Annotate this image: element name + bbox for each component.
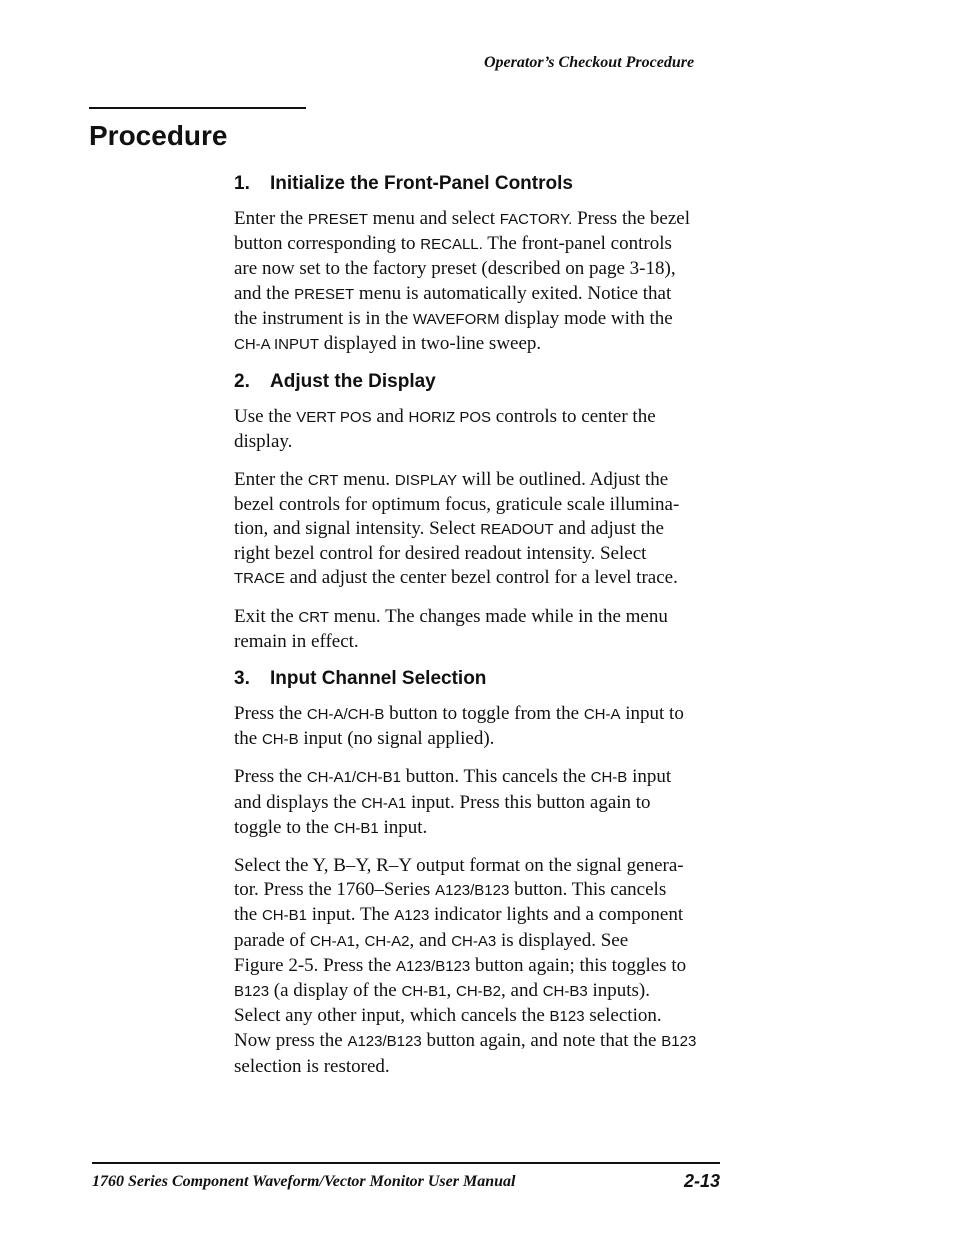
text-run: Exit the: [234, 605, 299, 627]
text-run: Press the: [234, 703, 307, 725]
control-label: CH-A/CH-B: [306, 706, 385, 724]
text-run: button. This cancels the: [401, 766, 591, 788]
text-run: the instrument is in the: [234, 307, 413, 329]
text-run: button corresponding to: [234, 233, 421, 255]
text-run: bezel controls for optimum focus, graticule scale illumina-: [234, 493, 680, 515]
step-title: Initialize the Front-Panel Controls: [270, 173, 573, 194]
text-run: selection is restored.: [234, 1055, 390, 1077]
control-label: CH-A2: [364, 932, 410, 950]
text-run: Enter the: [234, 208, 308, 229]
footer-manual-title: 1760 Series Component Waveform/Vector Monitor User Manual: [92, 1173, 516, 1190]
text-run: toggle to the: [234, 816, 334, 838]
control-label: CH-B1: [333, 819, 379, 837]
control-label: HORIZ POS: [408, 409, 492, 427]
text-run: Press the: [234, 766, 307, 788]
text-run: display.: [234, 431, 293, 453]
control-label: CH-A3: [451, 932, 497, 950]
text-run: selection.: [584, 1005, 662, 1027]
text-run: input (no signal applied).: [298, 728, 495, 750]
control-label: CH-B: [590, 769, 628, 787]
control-label: RECALL.: [420, 236, 483, 254]
step-paragraph: [234, 207, 744, 357]
text-run: menu. The changes made while in the menu: [328, 605, 668, 627]
control-label: CRT: [298, 608, 329, 626]
procedure-step: [234, 370, 744, 654]
procedure-step: [234, 172, 744, 357]
text-run: tor. Press the 1760–Series: [234, 879, 436, 901]
text-run: controls to center the: [491, 406, 656, 428]
text-run: display mode with the: [499, 307, 673, 329]
step-paragraph: [234, 765, 744, 841]
control-label: A123/B123: [396, 957, 471, 975]
step-number: 2.: [234, 371, 250, 393]
control-label: A123: [394, 907, 430, 925]
text-run: Select the Y, B–Y, R–Y output format on the signal genera-: [234, 855, 684, 877]
text-run: Now press the: [234, 1030, 348, 1052]
text-run: menu and select: [367, 208, 500, 229]
text-run: and the: [234, 282, 295, 304]
text-run: button to toggle from the: [384, 703, 584, 725]
text-run: and adjust the: [553, 518, 664, 540]
control-label: CRT: [307, 471, 339, 489]
control-label: CH-A INPUT: [234, 336, 320, 354]
text-run: input: [627, 766, 672, 788]
text-run: button. This cancels: [509, 879, 667, 901]
control-label: CH-B1: [261, 907, 307, 925]
text-run: button again, and note that the: [421, 1030, 662, 1052]
text-run: and: [371, 406, 409, 428]
page-title: Procedure: [89, 120, 228, 151]
text-run: and displays the: [234, 791, 362, 813]
step-heading: [234, 172, 744, 196]
control-label: CH-B1: [401, 983, 447, 1001]
text-run: , and: [409, 929, 452, 951]
running-header: Operator’s Checkout Procedure: [484, 54, 695, 71]
step-title: Adjust the Display: [270, 371, 436, 393]
procedure-step: [234, 667, 744, 1079]
control-label: CH-A1/CH-B1: [306, 769, 402, 787]
step-paragraph: [234, 605, 744, 654]
footer-page-number: 2-13: [683, 1171, 720, 1191]
text-run: are now set to the factory preset (described on page 3-18),: [234, 258, 676, 280]
text-run: , and: [501, 980, 543, 1002]
control-label: B123: [661, 1033, 697, 1051]
control-label: PRESET: [307, 211, 368, 228]
text-run: Use the: [234, 406, 297, 428]
control-label: CH-A: [583, 706, 621, 724]
text-run: input. The: [306, 904, 395, 926]
control-label: CH-A1: [361, 794, 407, 812]
step-number: 3.: [234, 668, 250, 690]
step-paragraph: [234, 405, 744, 454]
text-run: the: [234, 904, 262, 926]
procedure-body: [234, 172, 744, 1092]
step-number: 1.: [234, 173, 250, 194]
control-label: B123: [549, 1008, 585, 1026]
control-label: PRESET: [294, 285, 355, 303]
control-label: READOUT: [480, 521, 554, 539]
text-run: Figure 2-5. Press the: [234, 954, 397, 976]
text-run: menu.: [338, 468, 395, 490]
text-run: input.: [378, 816, 428, 838]
text-run: menu is automatically exited. Notice that: [354, 282, 672, 304]
text-run: will be outlined. Adjust the: [457, 468, 669, 490]
control-label: DISPLAY: [394, 471, 458, 489]
text-run: Enter the: [234, 468, 308, 490]
text-run: The front-panel controls: [482, 233, 672, 255]
step-heading: [234, 667, 744, 691]
control-label: WAVEFORM: [412, 310, 500, 328]
text-run: remain in effect.: [234, 630, 359, 652]
text-run: right bezel control for desired readout intensity. Select: [234, 543, 647, 565]
control-label: CH-B2: [456, 983, 502, 1001]
text-run: button again; this toggles to: [470, 954, 687, 976]
text-run: displayed in two-line sweep.: [319, 333, 542, 355]
text-run: indicator lights and a component: [429, 904, 684, 926]
text-run: parade of: [234, 929, 310, 951]
text-run: input. Press this button again to: [406, 791, 651, 813]
text-run: and adjust the center bezel control for a level trace.: [284, 567, 678, 589]
control-label: A123/B123: [347, 1033, 422, 1051]
control-label: B123: [234, 983, 270, 1001]
text-run: Press the bezel: [572, 208, 690, 229]
text-run: is displayed. See: [496, 929, 629, 951]
step-paragraph: [234, 854, 744, 1079]
text-run: Select any other input, which cancels the: [234, 1005, 550, 1027]
step-heading: [234, 370, 744, 394]
text-run: tion, and signal intensity. Select: [234, 518, 481, 540]
step-paragraph: [234, 468, 744, 592]
control-label: TRACE: [234, 570, 285, 588]
text-run: input to: [620, 703, 684, 725]
text-run: ,: [446, 980, 456, 1002]
text-run: the: [234, 728, 262, 750]
title-rule: [89, 107, 306, 109]
step-paragraph: [234, 702, 744, 752]
control-label: FACTORY.: [499, 211, 573, 228]
step-title: Input Channel Selection: [270, 668, 487, 690]
control-label: CH-B: [261, 731, 299, 749]
control-label: CH-B3: [542, 983, 588, 1001]
control-label: CH-A1: [309, 932, 355, 950]
text-run: (a display of the: [269, 980, 402, 1002]
text-run: inputs).: [587, 980, 650, 1002]
text-run: ,: [354, 929, 365, 951]
control-label: VERT POS: [296, 409, 372, 427]
footer-rule: [92, 1162, 720, 1164]
control-label: A123/B123: [435, 882, 510, 900]
